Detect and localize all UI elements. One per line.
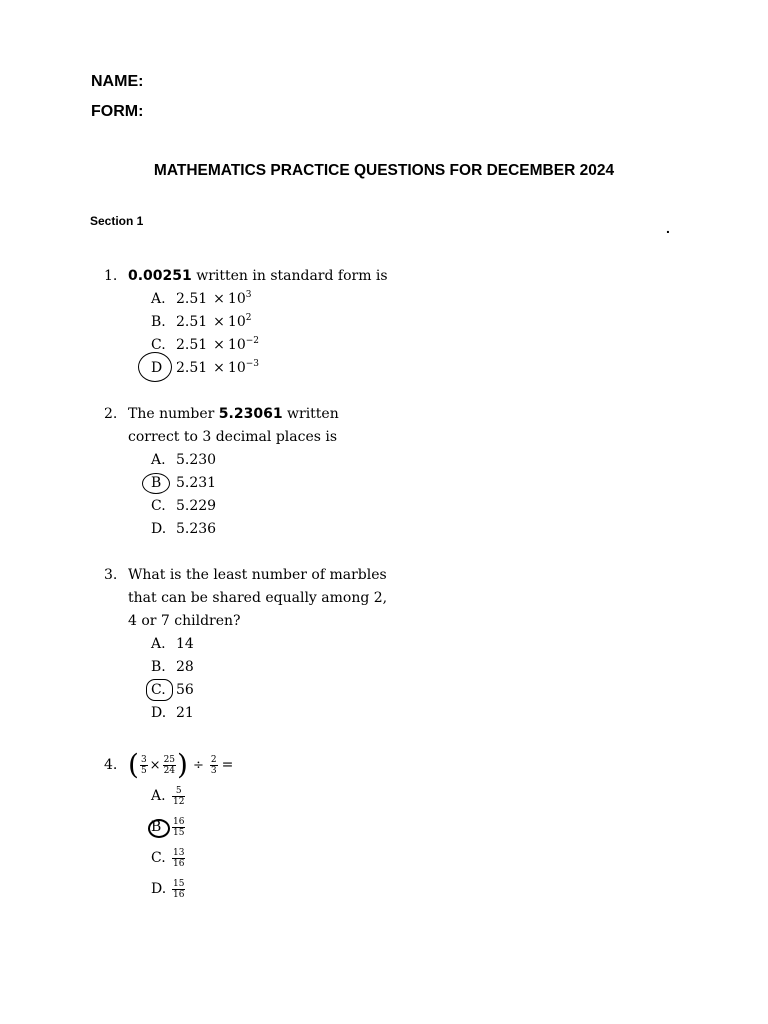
- option-value: 5.236: [176, 521, 217, 537]
- option-letter: A.: [151, 452, 166, 468]
- question-1-option-c: [151, 334, 388, 357]
- name-label: NAME:: [91, 73, 144, 90]
- question-2: [104, 403, 339, 541]
- times-symbol: ×: [213, 337, 225, 353]
- question-4-option-b: [151, 812, 233, 843]
- question-number: 1.: [104, 268, 118, 284]
- fraction-denominator: 15: [173, 828, 185, 838]
- fraction: [172, 817, 185, 838]
- question-2-stem-line2: correct to 3 decimal places is: [128, 429, 338, 445]
- fraction-denominator: 5: [140, 765, 147, 776]
- question-3-stem: [104, 564, 387, 587]
- question-4-option-c: [151, 843, 233, 874]
- open-paren: (: [128, 748, 139, 781]
- form-label: FORM:: [91, 103, 144, 120]
- option-power: 10: [227, 314, 246, 330]
- fraction-numerator: 2: [210, 754, 217, 765]
- question-3-line2: that can be shared equally among 2,: [128, 590, 388, 606]
- option-power: 10: [227, 360, 246, 376]
- option-exponent: −3: [245, 359, 260, 369]
- fraction-denominator: 24: [163, 765, 176, 776]
- option-value: 5.229: [176, 498, 217, 514]
- question-2-text-after: written: [282, 406, 339, 422]
- question-1-stem: [104, 265, 388, 288]
- fraction: [163, 755, 176, 776]
- option-letter: D.: [151, 521, 167, 537]
- question-3: [104, 564, 387, 725]
- question-1-option-d: [151, 357, 388, 380]
- fraction: [140, 755, 148, 776]
- fraction: [210, 755, 218, 776]
- option-letter: C.: [151, 498, 166, 514]
- option-base: 2.51: [176, 337, 208, 353]
- question-4-option-d: [151, 874, 233, 905]
- question-1-option-a: [151, 288, 388, 311]
- close-paren: ): [177, 748, 188, 781]
- question-number: 2.: [104, 406, 118, 422]
- option-base: 2.51: [176, 360, 208, 376]
- question-3-option-c: [151, 679, 387, 702]
- question-4-stem: [104, 749, 233, 781]
- equals-symbol: =: [221, 756, 234, 773]
- times-symbol: ×: [213, 360, 225, 376]
- fraction: [172, 879, 185, 900]
- question-3-option-d: [151, 702, 387, 725]
- fraction: [172, 786, 185, 807]
- question-1-option-b: [151, 311, 388, 334]
- option-letter: D.: [151, 881, 167, 897]
- answer-circle-mark: [146, 679, 173, 701]
- fraction-numerator: 25: [163, 754, 176, 765]
- question-1-text: written in standard form is: [191, 268, 388, 284]
- answer-circle-mark: [148, 819, 170, 838]
- option-letter: B.: [151, 314, 166, 330]
- question-4-option-a: [151, 781, 233, 812]
- question-2-option-a: [151, 449, 339, 472]
- option-letter: C.: [151, 682, 166, 698]
- answer-circle-mark: [142, 473, 170, 494]
- question-2-text-before: The number: [128, 406, 219, 422]
- fraction-denominator: 16: [173, 890, 185, 900]
- option-value: 5.231: [176, 475, 217, 491]
- fraction-numerator: 15: [173, 879, 185, 889]
- fraction-denominator: 12: [173, 797, 185, 807]
- option-letter: B.: [151, 659, 166, 675]
- fraction-numerator: 3: [140, 754, 147, 765]
- option-value: 14: [176, 636, 194, 652]
- option-base: 2.51: [176, 314, 208, 330]
- question-3-option-a: [151, 633, 387, 656]
- times-symbol: ×: [149, 757, 161, 773]
- option-letter: B: [151, 819, 162, 835]
- question-3-line1: What is the least number of marbles: [128, 567, 387, 583]
- option-letter: D: [151, 360, 163, 376]
- question-number: 4.: [104, 756, 118, 773]
- fraction-numerator: 5: [172, 786, 185, 797]
- option-value: 56: [176, 682, 194, 698]
- option-power: 10: [227, 337, 246, 353]
- fraction-numerator: 13: [173, 848, 185, 858]
- answer-circle-mark: [138, 352, 172, 382]
- document-title: MATHEMATICS PRACTICE QUESTIONS FOR DECEMBER 2024: [153, 162, 615, 179]
- option-letter: A.: [151, 788, 166, 804]
- option-letter: C.: [151, 337, 166, 353]
- option-letter: C.: [151, 850, 166, 866]
- question-number: 3.: [104, 567, 118, 583]
- question-3-option-b: [151, 656, 387, 679]
- option-letter: A.: [151, 291, 166, 307]
- question-4: [104, 749, 233, 905]
- question-2-option-d: [151, 518, 339, 541]
- option-value: 21: [176, 705, 194, 721]
- option-exponent: 3: [245, 290, 252, 300]
- question-1: [104, 265, 388, 380]
- option-value: 5.230: [176, 452, 217, 468]
- question-2-stem: [104, 403, 339, 426]
- option-power: 10: [227, 291, 246, 307]
- fraction-numerator: 16: [173, 817, 185, 827]
- option-exponent: −2: [245, 336, 260, 346]
- option-letter: D.: [151, 705, 167, 721]
- times-symbol: ×: [213, 314, 225, 330]
- section-label: Section 1: [90, 214, 144, 228]
- fraction-denominator: 16: [173, 859, 185, 869]
- question-2-option-c: [151, 495, 339, 518]
- option-exponent: 2: [245, 313, 252, 323]
- option-letter: A.: [151, 636, 166, 652]
- question-1-bold-number: 0.00251: [128, 268, 192, 284]
- question-3-line3: 4 or 7 children?: [128, 613, 241, 629]
- stray-mark: .: [666, 220, 670, 236]
- option-value: 28: [176, 659, 194, 675]
- divide-symbol: ÷: [192, 757, 204, 773]
- question-2-bold-number: 5.23061: [218, 406, 283, 422]
- question-2-option-b: [151, 472, 339, 495]
- option-base: 2.51: [176, 291, 208, 307]
- fraction: [172, 848, 185, 869]
- option-letter: B: [151, 475, 162, 491]
- fraction-denominator: 3: [210, 765, 217, 776]
- times-symbol: ×: [213, 291, 225, 307]
- question-4-expression: [128, 750, 233, 780]
